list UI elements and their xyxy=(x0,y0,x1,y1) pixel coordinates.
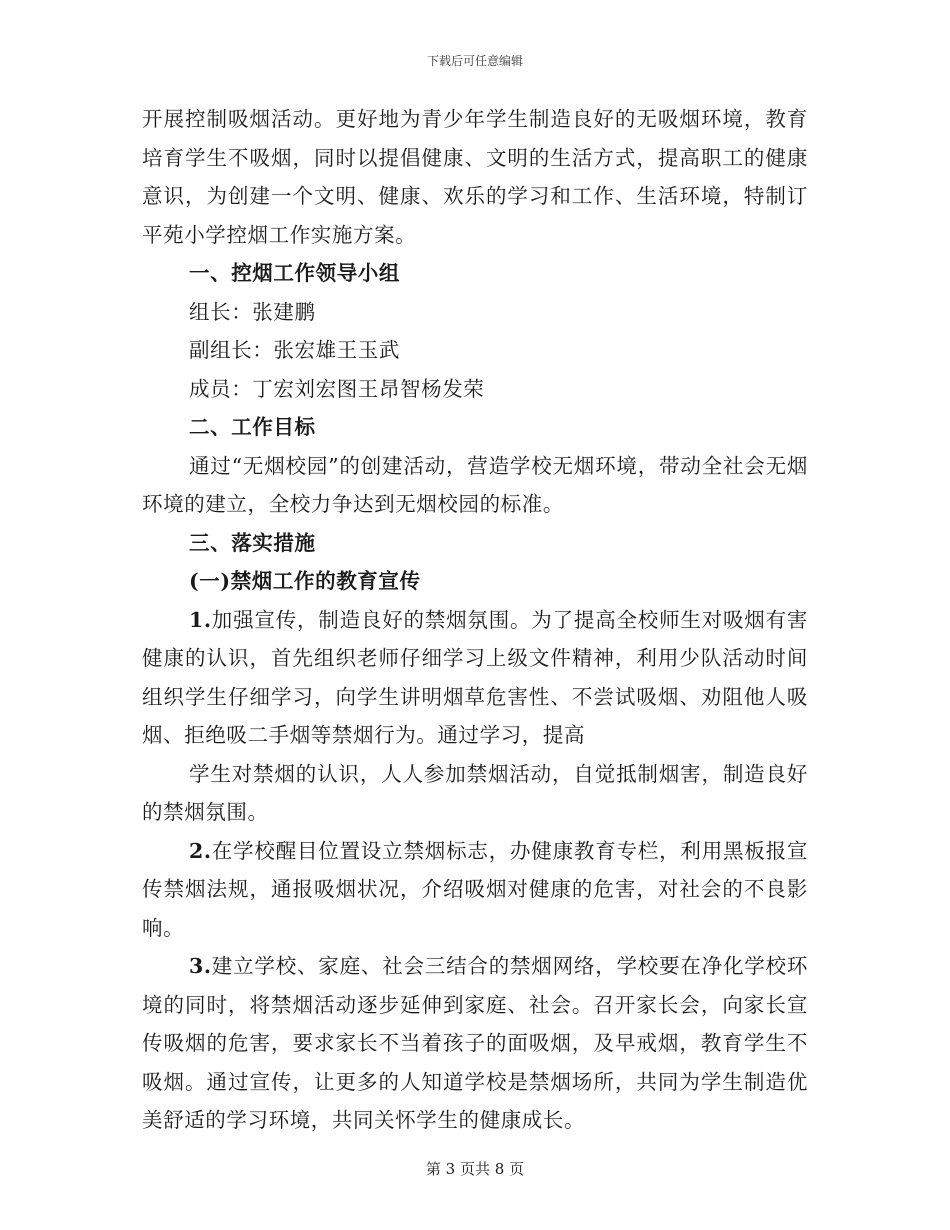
item-2-number: 2. xyxy=(189,838,212,863)
item-3-paragraph xyxy=(142,947,808,1140)
leader-line: 组长：张建鹏 xyxy=(189,299,316,324)
page-number: 第 3 页共 8 页 xyxy=(425,1160,525,1178)
document-body xyxy=(142,100,808,1140)
item-2-text: 在学校醒目位置设立禁烟标志，办健康教育专栏，利用黑板报宣传禁烟法规，通报吸烟状况，介绍吸烟对健康的危害，对社会的不良影响。 xyxy=(142,838,808,940)
subsection-1-heading: (一)禁烟工作的教育宣传 xyxy=(189,569,421,593)
intro-paragraph: 开展控制吸烟活动。更好地为青少年学生制造良好的无吸烟环境，教育培育学生不吸烟，同时以提倡健康、文明的生活方式，提高职工的健康意识，为创建一个文明、健康、欢乐的学习和工作、生活环境，特制订平苑小学控烟工作实施方案。 xyxy=(142,107,808,247)
members-line: 成员：丁宏刘宏图王昂智杨发荣 xyxy=(189,376,485,401)
item-1-text: 加强宣传，制造良好的禁烟氛围。为了提高全校师生对吸烟有害健康的认识，首先组织老师仔细学习上级文件精神，利用少队活动时间组织学生仔细学习，向学生讲明烟草危害性、不尝试吸烟、劝阻他人吸烟、拒绝吸二手烟等禁烟行为。通过学习，提高 xyxy=(142,607,808,747)
deputy-line: 副组长：张宏雄王玉武 xyxy=(189,338,400,362)
item-2-paragraph xyxy=(142,832,808,948)
item-1-continuation: 学生对禁烟的认识，人人参加禁烟活动，自觉抵制烟害，制造良好的禁烟氛围。 xyxy=(142,761,808,824)
section-1-heading: 一、控烟工作领导小组 xyxy=(189,261,400,285)
goal-paragraph: 通过“无烟校园”的创建活动，营造学校无烟环境，带动全社会无烟环境的建立，全校力争达到无烟校园的标准。 xyxy=(142,453,808,516)
section-2-heading: 二、工作目标 xyxy=(189,415,316,439)
item-3-number: 3. xyxy=(189,954,212,978)
item-1-number: 1. xyxy=(189,607,212,632)
item-1-paragraph xyxy=(142,601,808,755)
section-3-heading: 三、落实措施 xyxy=(189,530,316,555)
header-note: 下载后可任意编辑 xyxy=(426,54,523,68)
item-3-text: 建立学校、家庭、社会三结合的禁烟网络，学校要在净化学校环境的同时，将禁烟活动逐步延伸到家庭、社会。召开家长会，向家长宣传吸烟的危害，要求家长不当着孩子的面吸烟，及早戒烟，教育学生不吸烟。通过宣传，让更多的人知道学校是禁烟场所，共同为学生制造优美舒适的学习环境，共同关怀学生的健康成长。 xyxy=(142,954,808,1132)
